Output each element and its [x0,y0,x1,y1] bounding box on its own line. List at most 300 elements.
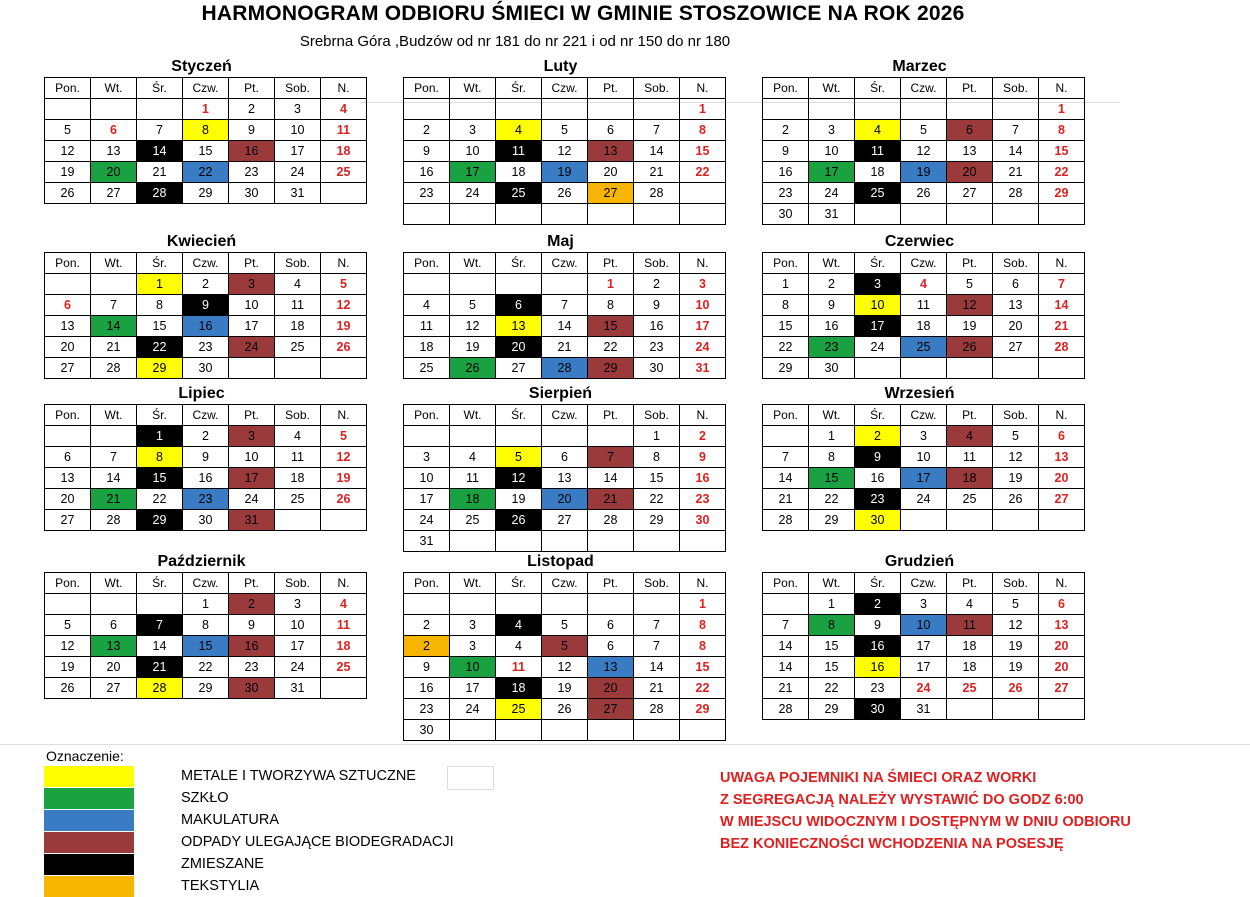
day-cell: 7 [634,120,680,141]
day-cell: 26 [450,358,496,379]
weekday-header: Śr. [137,253,183,274]
week-row [45,489,367,510]
day-cell: 1 [809,426,855,447]
day-cell: 8 [183,120,229,141]
month-calendar [762,57,1077,225]
week-row [404,657,726,678]
day-cell: 20 [1039,636,1085,657]
day-cell: 14 [542,316,588,337]
day-cell: 4 [947,594,993,615]
week-row [404,678,726,699]
day-cell: 16 [855,636,901,657]
month-calendar [762,232,1077,379]
day-cell: 29 [1039,183,1085,204]
day-cell: 12 [542,657,588,678]
day-cell: 2 [855,594,901,615]
weekday-header: Śr. [137,78,183,99]
day-cell: 1 [1039,99,1085,120]
weekday-header: N. [680,405,726,426]
day-cell: 23 [229,657,275,678]
day-cell: 22 [588,337,634,358]
day-cell: 3 [855,274,901,295]
day-cell: 19 [496,489,542,510]
day-cell: 15 [763,316,809,337]
day-cell: 8 [1039,120,1085,141]
day-cell: 20 [496,337,542,358]
day-cell: 14 [763,657,809,678]
day-cell: 24 [855,337,901,358]
blank-box [447,766,494,790]
day-cell: 7 [993,120,1039,141]
weekday-header: Śr. [496,405,542,426]
weekday-header: Czw. [542,253,588,274]
day-cell: 3 [404,447,450,468]
empty-day-cell [1039,204,1085,225]
empty-day-cell [901,99,947,120]
day-cell: 5 [542,636,588,657]
weekday-header: Pt. [947,573,993,594]
week-row [763,678,1085,699]
week-row [404,316,726,337]
week-row [763,316,1085,337]
day-cell: 18 [321,636,367,657]
weekday-header: N. [680,253,726,274]
day-cell: 11 [321,120,367,141]
day-cell: 10 [275,120,321,141]
day-cell: 10 [901,447,947,468]
day-cell: 17 [229,468,275,489]
day-cell: 21 [137,162,183,183]
empty-day-cell [680,204,726,225]
week-row [45,468,367,489]
day-cell: 26 [321,489,367,510]
day-cell: 11 [496,657,542,678]
day-cell: 22 [809,489,855,510]
weekday-header: Śr. [496,253,542,274]
day-cell: 9 [183,295,229,316]
day-cell: 18 [901,316,947,337]
weekday-header: Pon. [763,405,809,426]
week-row [45,162,367,183]
day-cell: 14 [137,141,183,162]
day-cell: 6 [1039,594,1085,615]
day-cell: 17 [901,468,947,489]
day-cell: 23 [680,489,726,510]
legend-label: ODPADY ULEGAJĄCE BIODEGRADACJI [181,834,454,850]
week-row [763,99,1085,120]
day-cell: 20 [542,489,588,510]
week-row [45,510,367,531]
day-cell: 20 [91,162,137,183]
weekday-header: Śr. [855,78,901,99]
empty-day-cell [45,594,91,615]
day-cell: 13 [588,657,634,678]
day-cell: 2 [855,426,901,447]
day-cell: 9 [855,615,901,636]
day-cell: 2 [183,426,229,447]
day-cell: 22 [763,337,809,358]
weekday-header-row [404,405,726,426]
day-cell: 14 [1039,295,1085,316]
day-cell: 10 [229,447,275,468]
empty-day-cell [450,99,496,120]
day-cell: 24 [680,337,726,358]
weekday-header: Czw. [183,253,229,274]
day-cell: 4 [496,636,542,657]
empty-day-cell [496,274,542,295]
day-cell: 8 [634,447,680,468]
legend-swatch [44,788,134,809]
empty-day-cell [763,426,809,447]
day-cell: 31 [680,358,726,379]
weekday-header: N. [680,78,726,99]
week-row [404,295,726,316]
day-cell: 27 [91,183,137,204]
week-row [763,489,1085,510]
day-cell: 30 [229,183,275,204]
day-cell: 18 [496,162,542,183]
empty-day-cell [45,426,91,447]
day-cell: 12 [321,447,367,468]
week-row [404,720,726,741]
day-cell: 27 [45,510,91,531]
day-cell: 3 [275,99,321,120]
empty-day-cell [404,99,450,120]
empty-day-cell [450,531,496,552]
page-title: HARMONOGRAM ODBIORU ŚMIECI W GMINIE STOSZOWICE NA ROK 2026 [201,2,965,25]
day-cell: 1 [809,594,855,615]
day-cell: 14 [993,141,1039,162]
weekday-header: N. [1039,78,1085,99]
day-cell: 27 [1039,678,1085,699]
day-cell: 29 [809,699,855,720]
day-cell: 26 [542,183,588,204]
day-cell: 25 [450,510,496,531]
day-cell: 15 [137,468,183,489]
empty-day-cell [634,531,680,552]
empty-day-cell [588,99,634,120]
day-cell: 28 [993,183,1039,204]
week-row [763,337,1085,358]
day-cell: 13 [1039,615,1085,636]
day-cell: 23 [855,489,901,510]
month-name: Czerwiec [884,233,955,250]
empty-day-cell [404,204,450,225]
day-cell: 2 [809,274,855,295]
day-cell: 29 [680,699,726,720]
weekday-header: Sob. [993,405,1039,426]
weekday-header: Pt. [229,573,275,594]
day-cell: 17 [229,316,275,337]
day-cell: 5 [542,615,588,636]
weekday-header: N. [321,573,367,594]
day-cell: 11 [275,295,321,316]
day-cell: 18 [496,678,542,699]
day-cell: 21 [763,678,809,699]
empty-day-cell [588,531,634,552]
notice-line: Z SEGREGACJĄ NALEŻY WYSTAWIĆ DO GODZ 6:00 [720,792,1084,808]
weekday-header-row [763,78,1085,99]
day-cell: 27 [542,510,588,531]
week-row [763,426,1085,447]
weekday-header: Pt. [588,253,634,274]
day-cell: 1 [680,99,726,120]
day-cell: 10 [680,295,726,316]
day-cell: 3 [809,120,855,141]
day-cell: 30 [809,358,855,379]
day-cell: 1 [183,99,229,120]
weekday-header-row [45,405,367,426]
weekday-header: Czw. [901,253,947,274]
month-table [44,404,367,531]
empty-day-cell [450,274,496,295]
day-cell: 10 [275,615,321,636]
day-cell: 31 [229,510,275,531]
week-row [404,615,726,636]
week-row [763,447,1085,468]
legend-label: TEKSTYLIA [181,878,260,894]
day-cell: 15 [680,141,726,162]
day-cell: 23 [404,183,450,204]
day-cell: 13 [947,141,993,162]
day-cell: 26 [947,337,993,358]
legend-swatch [44,854,134,875]
weekday-header: Pt. [947,405,993,426]
week-row [404,594,726,615]
day-cell: 9 [680,447,726,468]
month-table [44,77,367,204]
day-cell: 3 [901,426,947,447]
weekday-header: Wt. [450,405,496,426]
day-cell: 20 [91,657,137,678]
week-row [404,337,726,358]
day-cell: 19 [993,468,1039,489]
day-cell: 31 [809,204,855,225]
day-cell: 28 [588,510,634,531]
weekday-header: Śr. [496,78,542,99]
day-cell: 12 [901,141,947,162]
day-cell: 21 [137,657,183,678]
day-cell: 25 [901,337,947,358]
day-cell: 12 [45,636,91,657]
day-cell: 3 [450,120,496,141]
day-cell: 14 [137,636,183,657]
day-cell: 28 [763,510,809,531]
day-cell: 9 [763,141,809,162]
empty-day-cell [542,274,588,295]
day-cell: 5 [947,274,993,295]
day-cell: 5 [993,594,1039,615]
day-cell: 22 [680,678,726,699]
day-cell: 16 [183,468,229,489]
weekday-header: Pt. [229,78,275,99]
empty-day-cell [91,594,137,615]
month-table [403,404,726,552]
week-row [404,510,726,531]
empty-day-cell [450,426,496,447]
day-cell: 7 [91,295,137,316]
empty-day-cell [947,358,993,379]
day-cell: 30 [229,678,275,699]
day-cell: 7 [763,615,809,636]
day-cell: 5 [321,274,367,295]
empty-day-cell [947,204,993,225]
day-cell: 25 [275,337,321,358]
week-row [763,468,1085,489]
legend-item [44,876,504,897]
day-cell: 20 [45,337,91,358]
day-cell: 29 [183,183,229,204]
empty-day-cell [634,594,680,615]
day-cell: 20 [993,316,1039,337]
empty-day-cell [321,678,367,699]
day-cell: 11 [321,615,367,636]
week-row [45,678,367,699]
day-cell: 7 [1039,274,1085,295]
weekday-header: Wt. [809,78,855,99]
day-cell: 21 [91,489,137,510]
day-cell: 17 [901,636,947,657]
month-calendar [403,384,718,552]
day-cell: 1 [137,426,183,447]
day-cell: 13 [993,295,1039,316]
day-cell: 20 [45,489,91,510]
day-cell: 29 [809,510,855,531]
divider-bottom [0,744,1250,745]
week-row [45,141,367,162]
month-name: Grudzień [884,553,955,570]
empty-day-cell [855,358,901,379]
day-cell: 19 [993,657,1039,678]
day-cell: 5 [993,426,1039,447]
day-cell: 8 [680,636,726,657]
day-cell: 18 [855,162,901,183]
day-cell: 18 [450,489,496,510]
day-cell: 20 [1039,657,1085,678]
weekday-header: Sob. [993,78,1039,99]
day-cell: 17 [450,678,496,699]
empty-day-cell [91,426,137,447]
day-cell: 10 [229,295,275,316]
day-cell: 1 [588,274,634,295]
weekday-header: Wt. [809,573,855,594]
weekday-header: Pon. [404,78,450,99]
day-cell: 25 [321,657,367,678]
weekday-header: N. [1039,253,1085,274]
notice-line: UWAGA POJEMNIKI NA ŚMIECI ORAZ WORKI [720,770,1037,786]
week-row [45,358,367,379]
day-cell: 16 [229,636,275,657]
weekday-header: Śr. [855,573,901,594]
day-cell: 18 [947,657,993,678]
day-cell: 6 [588,120,634,141]
weekday-header: Wt. [450,78,496,99]
day-cell: 27 [496,358,542,379]
day-cell: 19 [450,337,496,358]
week-row [763,120,1085,141]
day-cell: 15 [809,657,855,678]
day-cell: 12 [542,141,588,162]
day-cell: 6 [993,274,1039,295]
weekday-header: Sob. [275,573,321,594]
empty-day-cell [542,426,588,447]
month-table [403,572,726,741]
day-cell: 19 [993,636,1039,657]
week-row [45,447,367,468]
empty-day-cell [137,99,183,120]
day-cell: 23 [763,183,809,204]
week-row [763,699,1085,720]
month-calendar [44,384,359,531]
notice-line: BEZ KONIECZNOŚCI WCHODZENIA NA POSESJĘ [720,836,1064,852]
day-cell: 3 [680,274,726,295]
month-name: Listopad [527,553,594,570]
day-cell: 7 [634,636,680,657]
day-cell: 24 [901,678,947,699]
day-cell: 28 [137,678,183,699]
weekday-header: Wt. [91,78,137,99]
day-cell: 16 [404,162,450,183]
day-cell: 8 [809,615,855,636]
empty-day-cell [450,204,496,225]
week-row [763,594,1085,615]
day-cell: 17 [809,162,855,183]
weekday-header: Wt. [91,253,137,274]
weekday-header: N. [1039,405,1085,426]
month-table [762,252,1085,379]
month-calendar [762,552,1077,720]
day-cell: 14 [634,141,680,162]
empty-day-cell [321,358,367,379]
weekday-header: Czw. [901,573,947,594]
day-cell: 27 [588,183,634,204]
day-cell: 7 [588,447,634,468]
day-cell: 10 [450,141,496,162]
day-cell: 16 [183,316,229,337]
empty-day-cell [45,99,91,120]
day-cell: 17 [901,657,947,678]
day-cell: 10 [855,295,901,316]
month-name: Luty [543,58,578,75]
day-cell: 8 [183,615,229,636]
day-cell: 4 [947,426,993,447]
month-table [403,252,726,379]
day-cell: 24 [404,510,450,531]
week-row [45,120,367,141]
day-cell: 28 [634,699,680,720]
day-cell: 10 [809,141,855,162]
empty-day-cell [809,99,855,120]
day-cell: 14 [91,468,137,489]
day-cell: 4 [496,615,542,636]
month-name: Marzec [892,58,947,75]
month-name: Kwiecień [166,233,237,250]
day-cell: 27 [45,358,91,379]
month-calendar [403,552,718,741]
empty-day-cell [496,594,542,615]
week-row [45,657,367,678]
weekday-header: Sob. [275,78,321,99]
day-cell: 13 [45,316,91,337]
day-cell: 15 [137,316,183,337]
day-cell: 7 [763,447,809,468]
empty-day-cell [1039,699,1085,720]
day-cell: 9 [855,447,901,468]
day-cell: 26 [496,510,542,531]
empty-day-cell [993,358,1039,379]
weekday-header: Sob. [634,78,680,99]
day-cell: 8 [809,447,855,468]
